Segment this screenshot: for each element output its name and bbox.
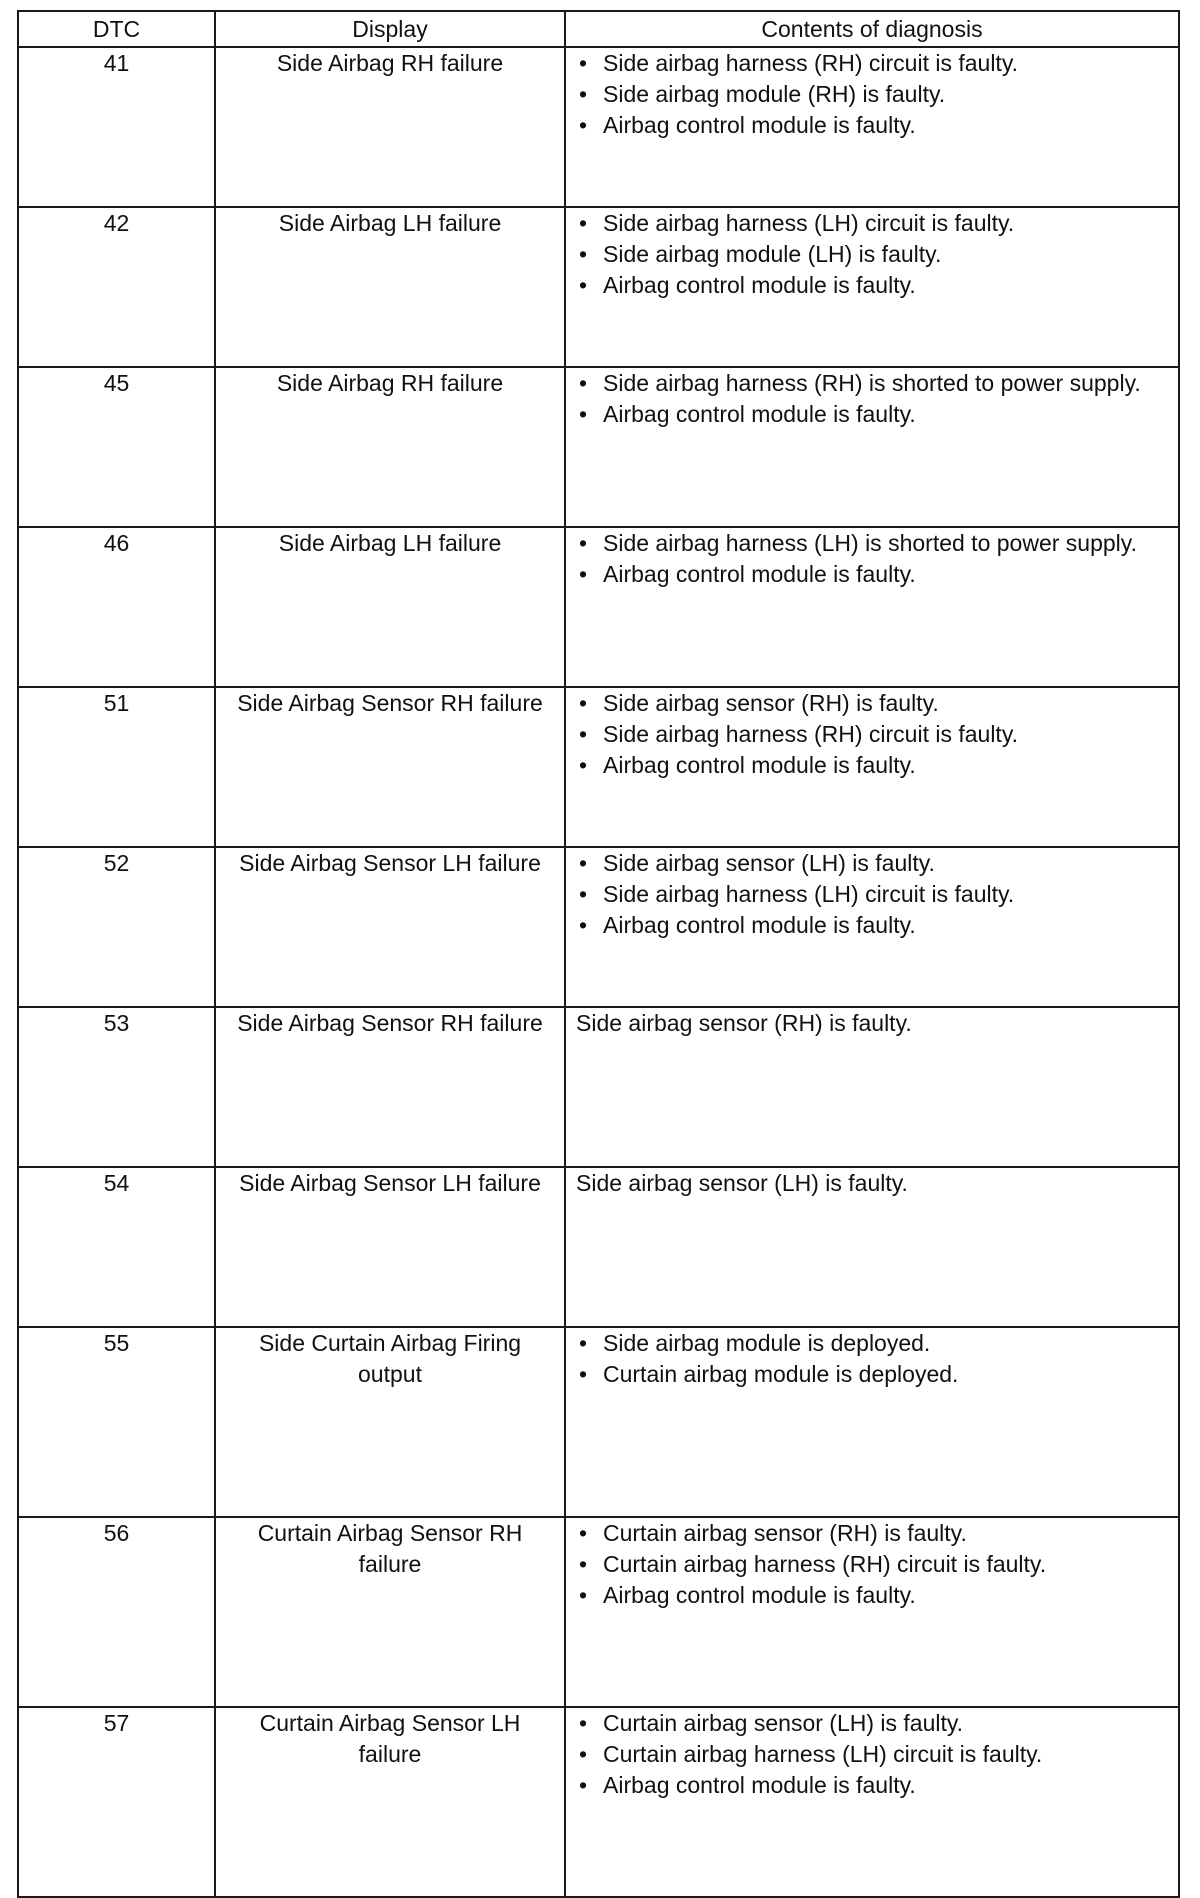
table-row — [18, 207, 1179, 367]
diagnosis-item: • Side airbag harness (LH) circuit is faulty. — [576, 208, 1168, 239]
diagnosis-list — [576, 1708, 1168, 1801]
diagnosis-item: • Curtain airbag harness (LH) circuit is faulty. — [576, 1739, 1168, 1770]
table-row — [18, 1517, 1179, 1707]
table-row — [18, 47, 1179, 207]
diagnosis-item: • Airbag control module is faulty. — [576, 559, 1168, 590]
dtc-code: 45 — [18, 367, 215, 527]
dtc-code: 41 — [18, 47, 215, 207]
diagnosis-contents — [565, 47, 1179, 207]
diagnosis-item: • Side airbag harness (RH) is shorted to power supply. — [576, 368, 1168, 399]
table-row — [18, 527, 1179, 687]
dtc-code: 52 — [18, 847, 215, 1007]
diagnosis-contents — [565, 847, 1179, 1007]
table-row — [18, 367, 1179, 527]
diagnosis-contents — [565, 1167, 1179, 1327]
dtc-code: 56 — [18, 1517, 215, 1707]
dtc-table — [17, 10, 1180, 1898]
diagnosis-list — [576, 848, 1168, 941]
diagnosis-item: • Airbag control module is faulty. — [576, 110, 1168, 141]
table-row — [18, 687, 1179, 847]
diagnosis-item: • Airbag control module is faulty. — [576, 399, 1168, 430]
display-text: Side Airbag Sensor LH failure — [215, 1167, 565, 1327]
diagnosis-item: • Side airbag harness (RH) circuit is faulty. — [576, 719, 1168, 750]
diagnosis-list — [576, 48, 1168, 141]
diagnosis-item: • Airbag control module is faulty. — [576, 270, 1168, 301]
dtc-code: 53 — [18, 1007, 215, 1167]
diagnosis-contents — [565, 367, 1179, 527]
diagnosis-item: • Airbag control module is faulty. — [576, 1580, 1168, 1611]
diagnosis-item: • Side airbag harness (RH) circuit is faulty. — [576, 48, 1168, 79]
display-text: Side Airbag LH failure — [215, 527, 565, 687]
diagnosis-text: Side airbag sensor (LH) is faulty. — [576, 1170, 908, 1196]
diagnosis-contents — [565, 1327, 1179, 1517]
dtc-code: 54 — [18, 1167, 215, 1327]
diagnosis-item: • Airbag control module is faulty. — [576, 750, 1168, 781]
dtc-code: 55 — [18, 1327, 215, 1517]
diagnosis-list — [576, 528, 1168, 590]
diagnosis-item: • Side airbag sensor (RH) is faulty. — [576, 688, 1168, 719]
table-row — [18, 1327, 1179, 1517]
diagnosis-item: • Airbag control module is faulty. — [576, 1770, 1168, 1801]
display-text: Side Airbag LH failure — [215, 207, 565, 367]
column-header-dtc: DTC — [18, 11, 215, 47]
table-row — [18, 1007, 1179, 1167]
diagnosis-item: • Side airbag module (RH) is faulty. — [576, 79, 1168, 110]
diagnosis-item: • Curtain airbag module is deployed. — [576, 1359, 1168, 1390]
diagnosis-item: • Curtain airbag sensor (LH) is faulty. — [576, 1708, 1168, 1739]
diagnosis-contents — [565, 207, 1179, 367]
diagnosis-item: • Airbag control module is faulty. — [576, 910, 1168, 941]
display-text: Side Curtain Airbag Firing output — [215, 1327, 565, 1517]
display-text: Curtain Airbag Sensor RH failure — [215, 1517, 565, 1707]
display-text: Side Airbag RH failure — [215, 367, 565, 527]
table-row — [18, 1707, 1179, 1897]
diagnosis-item: • Side airbag sensor (LH) is faulty. — [576, 848, 1168, 879]
diagnosis-contents — [565, 687, 1179, 847]
diagnosis-list — [576, 368, 1168, 430]
diagnosis-list — [576, 688, 1168, 781]
table-body — [18, 47, 1179, 1897]
dtc-code: 51 — [18, 687, 215, 847]
diagnosis-contents — [565, 1707, 1179, 1897]
diagnosis-item: • Side airbag module is deployed. — [576, 1328, 1168, 1359]
display-text: Side Airbag Sensor RH failure — [215, 1007, 565, 1167]
display-text: Curtain Airbag Sensor LH failure — [215, 1707, 565, 1897]
diagnosis-text: Side airbag sensor (RH) is faulty. — [576, 1010, 912, 1036]
table-row — [18, 1167, 1179, 1327]
column-header-contents: Contents of diagnosis — [565, 11, 1179, 47]
dtc-code: 57 — [18, 1707, 215, 1897]
display-text: Side Airbag Sensor RH failure — [215, 687, 565, 847]
dtc-code: 42 — [18, 207, 215, 367]
diagnosis-item: • Side airbag harness (LH) is shorted to power supply. — [576, 528, 1168, 559]
table-row — [18, 847, 1179, 1007]
diagnosis-list — [576, 1518, 1168, 1611]
display-text: Side Airbag RH failure — [215, 47, 565, 207]
diagnosis-list — [576, 208, 1168, 301]
diagnosis-item: • Curtain airbag harness (RH) circuit is faulty. — [576, 1549, 1168, 1580]
diagnosis-item: • Side airbag module (LH) is faulty. — [576, 239, 1168, 270]
diagnosis-list — [576, 1328, 1168, 1390]
diagnosis-contents — [565, 1517, 1179, 1707]
diagnosis-contents — [565, 527, 1179, 687]
diagnosis-contents — [565, 1007, 1179, 1167]
display-text: Side Airbag Sensor LH failure — [215, 847, 565, 1007]
table-header-row — [18, 11, 1179, 47]
dtc-code: 46 — [18, 527, 215, 687]
diagnosis-item: • Side airbag harness (LH) circuit is faulty. — [576, 879, 1168, 910]
diagnosis-item: • Curtain airbag sensor (RH) is faulty. — [576, 1518, 1168, 1549]
column-header-display: Display — [215, 11, 565, 47]
